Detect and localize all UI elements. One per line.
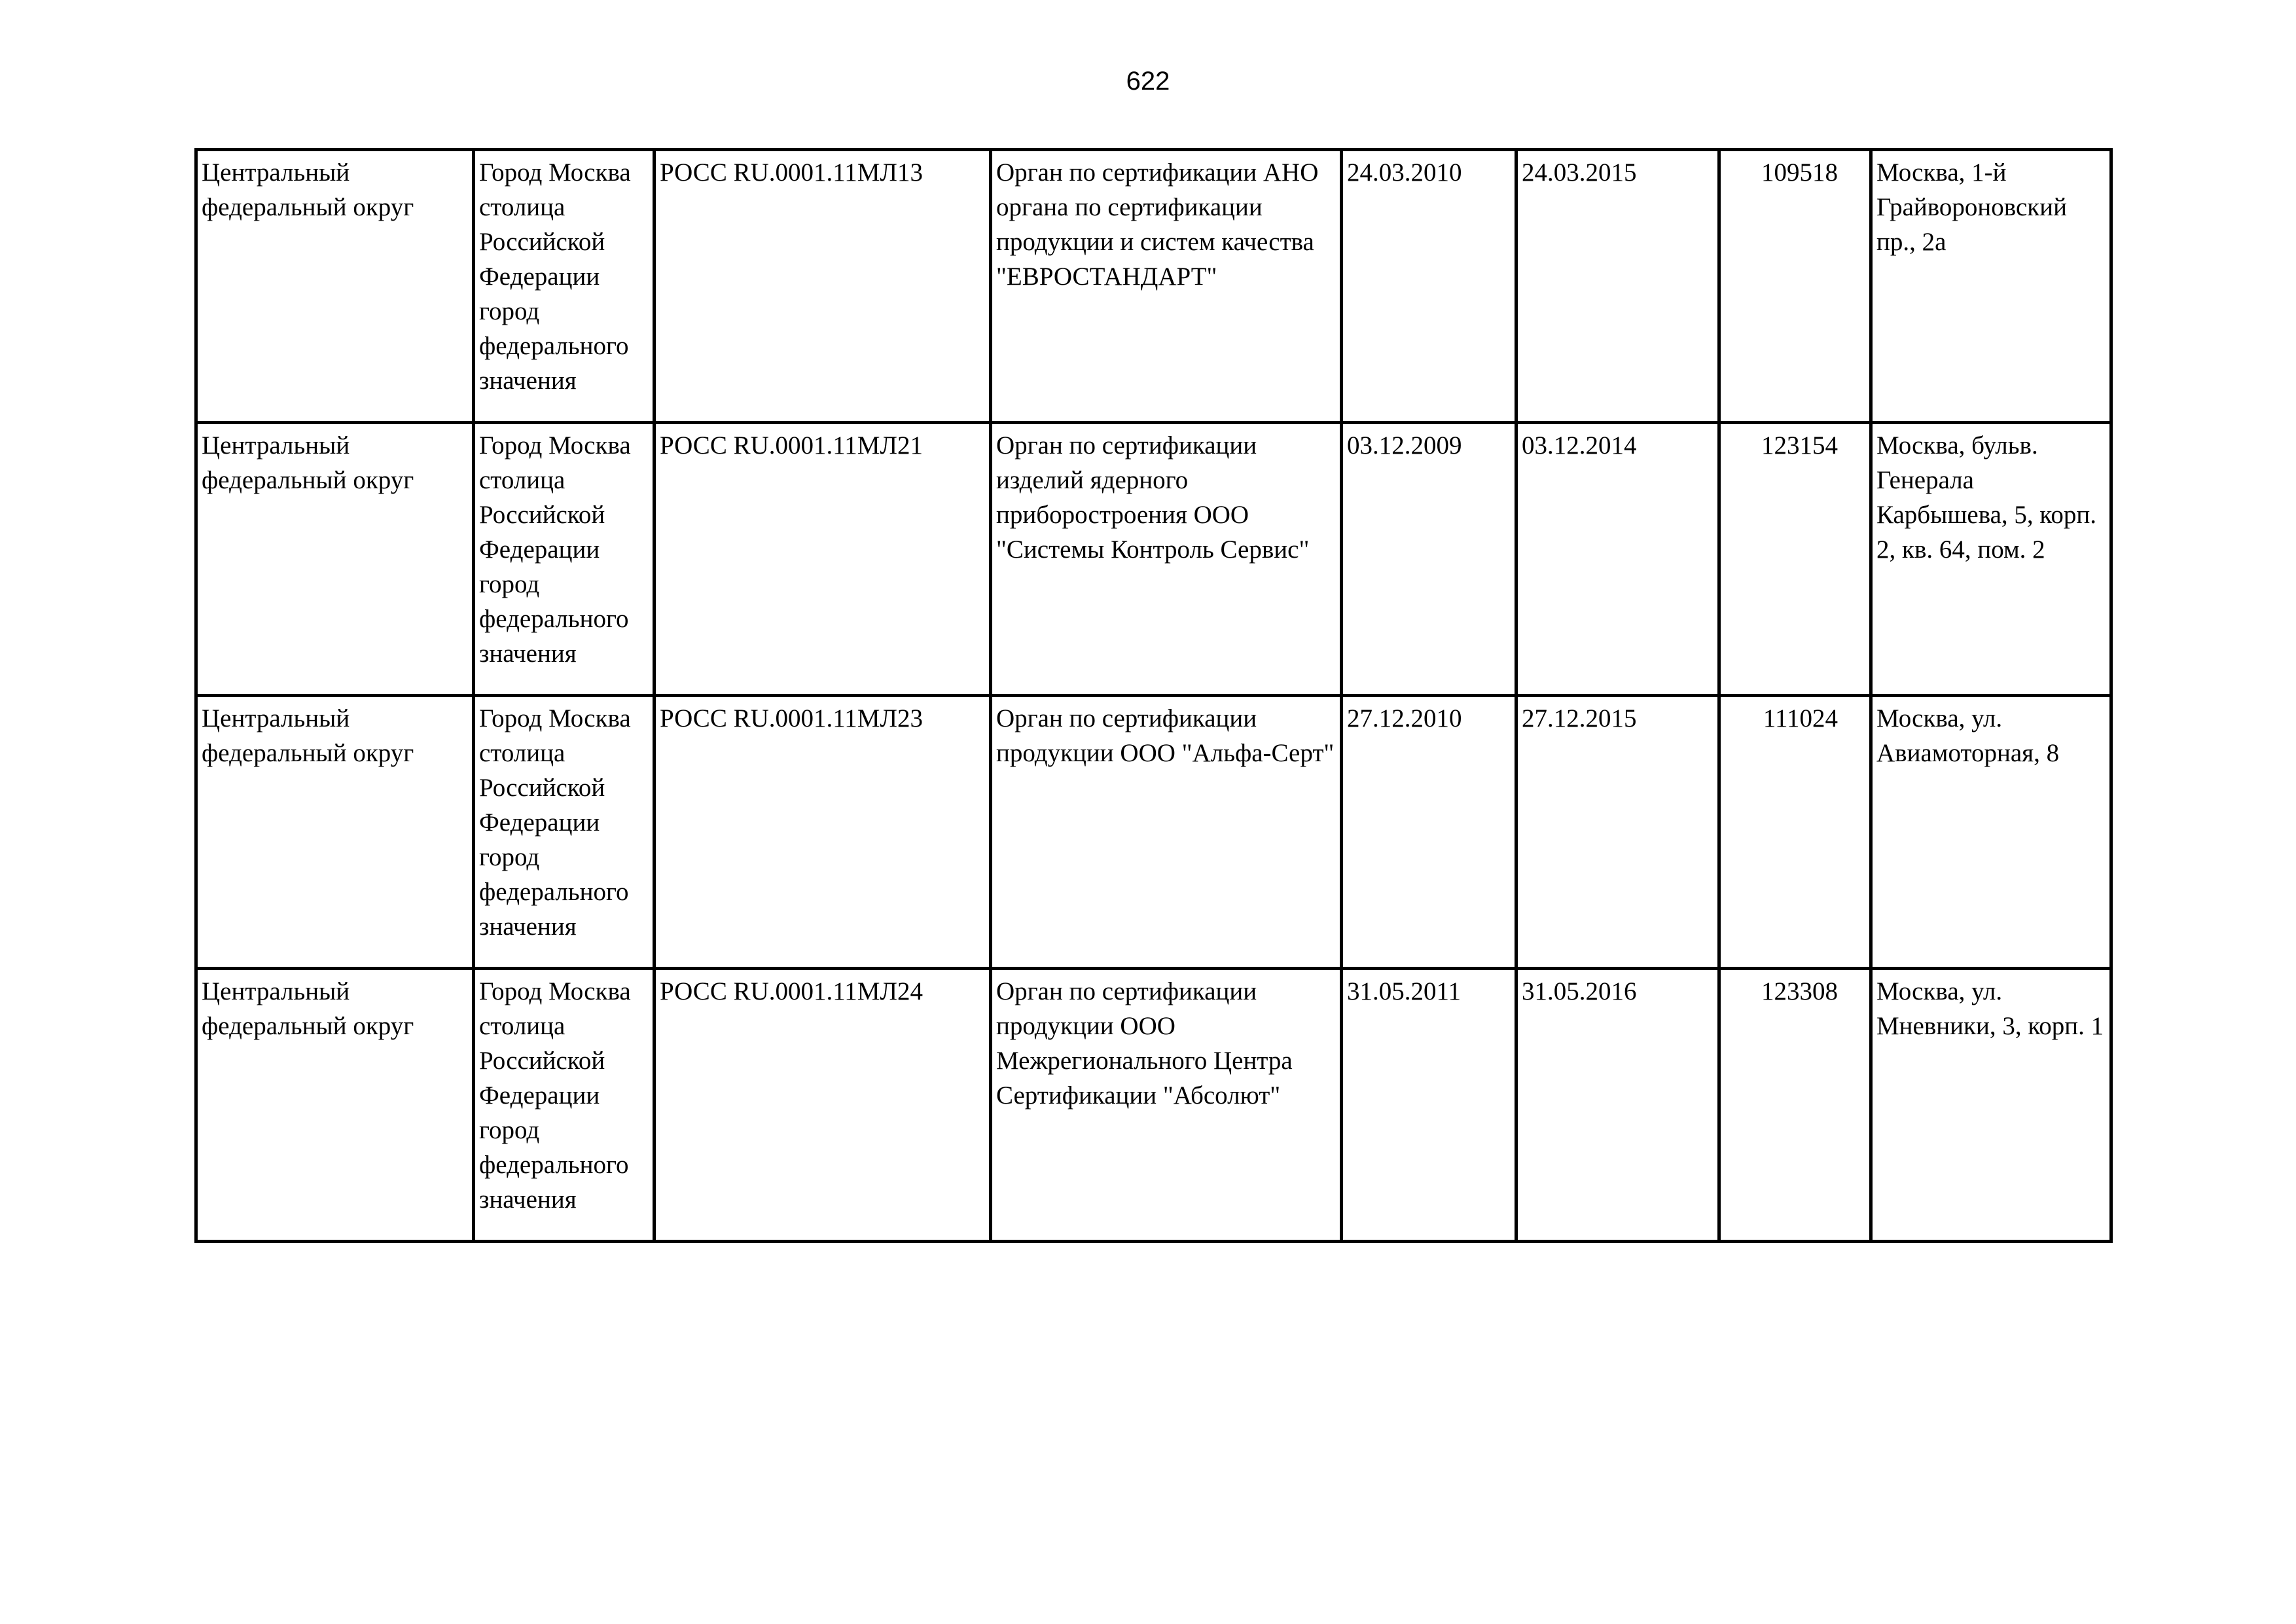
- organ-name-cell: Орган по сертификации изделий ядерного приборостроения ООО "Системы Контроль Сервис": [991, 423, 1342, 696]
- date-end-cell: 27.12.2015: [1516, 696, 1719, 969]
- date-end-cell: 31.05.2016: [1516, 969, 1719, 1242]
- postcode-cell: 111024: [1719, 696, 1871, 969]
- district-cell: Центральный федеральный округ: [196, 150, 474, 423]
- certificate-number-cell: РОСС RU.0001.11МЛ24: [655, 969, 991, 1242]
- postcode-cell: 109518: [1719, 150, 1871, 423]
- table-row: [196, 150, 2111, 423]
- date-end-cell: 24.03.2015: [1516, 150, 1719, 423]
- table-row: [196, 969, 2111, 1242]
- address-cell: Москва, ул. Мневники, 3, корп. 1: [1871, 969, 2111, 1242]
- certificate-number-cell: РОСС RU.0001.11МЛ23: [655, 696, 991, 969]
- organ-name-cell: Орган по сертификации продукции ООО Межрегионального Центра Сертификации "Абсолют": [991, 969, 1342, 1242]
- table-row: [196, 696, 2111, 969]
- certification-registry-table: [194, 148, 2113, 1243]
- address-cell: Москва, бульв. Генерала Карбышева, 5, корп. 2, кв. 64, пом. 2: [1871, 423, 2111, 696]
- table-row: [196, 423, 2111, 696]
- district-cell: Центральный федеральный округ: [196, 423, 474, 696]
- date-start-cell: 03.12.2009: [1342, 423, 1516, 696]
- certificate-number-cell: РОСС RU.0001.11МЛ21: [655, 423, 991, 696]
- page-number: 622: [1126, 67, 1170, 96]
- date-start-cell: 27.12.2010: [1342, 696, 1516, 969]
- certificate-number-cell: РОСС RU.0001.11МЛ13: [655, 150, 991, 423]
- postcode-cell: 123308: [1719, 969, 1871, 1242]
- district-cell: Центральный федеральный округ: [196, 969, 474, 1242]
- region-cell: Город Москва столица Российской Федерации город федерального значения: [474, 423, 655, 696]
- postcode-cell: 123154: [1719, 423, 1871, 696]
- organ-name-cell: Орган по сертификации АНО органа по сертификации продукции и систем качества "ЕВРОСТАНДАРТ": [991, 150, 1342, 423]
- date-end-cell: 03.12.2014: [1516, 423, 1719, 696]
- region-cell: Город Москва столица Российской Федерации город федерального значения: [474, 969, 655, 1242]
- organ-name-cell: Орган по сертификации продукции ООО "Альфа-Серт": [991, 696, 1342, 969]
- date-start-cell: 24.03.2010: [1342, 150, 1516, 423]
- region-cell: Город Москва столица Российской Федерации город федерального значения: [474, 696, 655, 969]
- region-cell: Город Москва столица Российской Федерации город федерального значения: [474, 150, 655, 423]
- address-cell: Москва, 1-й Грайвороновский пр., 2а: [1871, 150, 2111, 423]
- date-start-cell: 31.05.2011: [1342, 969, 1516, 1242]
- district-cell: Центральный федеральный округ: [196, 696, 474, 969]
- address-cell: Москва, ул. Авиамоторная, 8: [1871, 696, 2111, 969]
